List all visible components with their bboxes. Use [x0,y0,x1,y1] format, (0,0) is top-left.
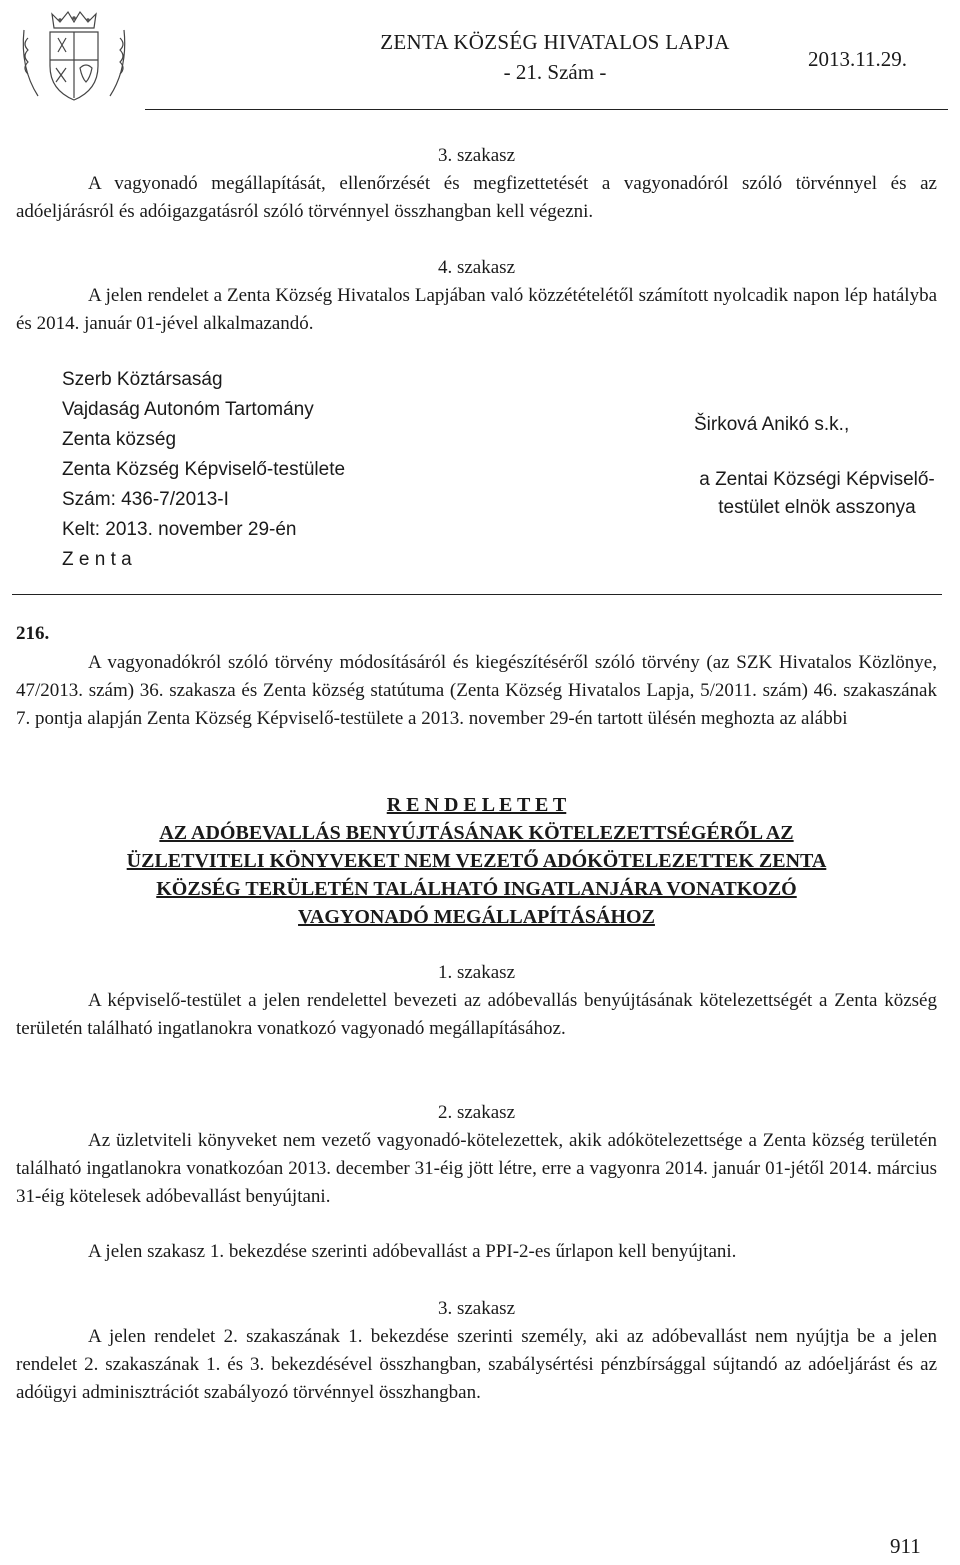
issuer-line: Zenta Község Képviselő-testülete [62,459,346,480]
act-divider [12,594,942,595]
issuer-line: Vajdaság Autonóm Tartomány [62,399,314,420]
signer-role-line: testület elnök asszonya [718,497,916,518]
issuer-line: Szerb Köztársaság [62,369,223,390]
section-heading: 3. szakasz [437,1298,516,1319]
section-text: A jelen rendelet a Zenta Község Hivatalos Lapjában való közzétételétől számított nyolcadik napon lép hatályba és 2014. január 01-jével alkalmazandó. [16,285,937,334]
act-number: 216. [16,623,50,644]
issue-number: - 21. Szám - [503,60,607,84]
act-preamble: A vagyonadókról szóló törvény módosításáról és kiegészítéséről szóló törvény (az SZK Hivatalos Közlönye, 47/2013. szám) 36. szakasza és Zenta község statútuma (Zenta Község Hivatalos Lapja, 5/2011. szám) 46. szakaszának 7. pontja alapján Zenta Község Képviselő-testülete a 2013. november 29-én tartott ülésén meghozta az alábbi [16,652,937,729]
section-heading: 2. szakasz [437,1102,516,1123]
issuer-line: Zenta község [62,429,177,450]
section-heading: 1. szakasz [437,962,516,983]
issuer-block [62,365,345,575]
act-title-line: ÜZLETVITELI KÖNYVEKET NEM VEZETŐ ADÓKÖTELEZETTEK ZENTA [126,850,827,872]
act-title-word: R E N D E L E T E T [386,794,567,816]
section-text: A vagyonadó megállapítását, ellenőrzését és megfizettetését a vagyonadóról szóló törvénnyel és az adóeljárásról és adóigazgatásról szóló törvénnyel összhangban kell végezni. [16,173,937,222]
header-divider [145,109,948,110]
act-title-line: AZ ADÓBEVALLÁS BENYÚJTÁSÁNAK KÖTELEZETTSÉGÉRŐL AZ [159,822,794,844]
section-text: A képviselő-testület a jelen rendelettel bevezeti az adóbevallás benyújtásának kötelezettségét a Zenta község területén található ingatlanokra vonatkozó vagyonadó megállapításához. [16,990,937,1039]
gazette-title: ZENTA KÖZSÉG HIVATALOS LAPJA [380,30,730,54]
signer-role [672,466,960,522]
act-title-line: KÖZSÉG TERÜLETÉN TALÁLHATÓ INGATLANJÁRA VONATKOZÓ [156,878,797,900]
act-title-line: VAGYONADÓ MEGÁLLAPÍTÁSÁHOZ [298,906,655,928]
signer-name: Širková Anikó s.k., [694,414,850,435]
issuer-line: Kelt: 2013. november 29-én [62,519,297,540]
section-text: Az üzletviteli könyveket nem vezető vagyonadó-kötelezettek, akik adókötelezettsége a Zenta község területén található ingatlanokra vonatkozóan 2013. december 31-éig jött létre, erre a vagyonra 2014. január 01-jétől 2014. március 31-éig kötelesek adóbevallást benyújtani. [16,1130,937,1207]
issuer-line: Z e n t a [62,549,132,570]
page-number: 911 [890,1534,921,1558]
issue-date: 2013.11.29. [808,47,907,71]
issuer-line: Szám: 436-7/2013-I [62,489,229,510]
signer-role-line: a Zentai Községi Képviselő- [699,469,935,490]
section-heading: 3. szakasz [437,145,516,166]
section-heading: 4. szakasz [437,257,516,278]
coat-of-arms-icon [14,8,134,108]
section-text: A jelen rendelet 2. szakaszának 1. bekezdése szerinti személy, aki az adóbevallást nem nyújtja be a jelen rendelet 2. szakaszának 1. és 3. bekezdésével összhangban, szabálysértési pénzbírsággal sújtandó az adóeljárást és az adóügyi adminisztrációt szabályozó törvénnyel összhangban. [16,1326,937,1403]
section-text: A jelen szakasz 1. bekezdése szerinti adóbevallást a PPI-2-es űrlapon kell benyújtani. [88,1241,737,1262]
